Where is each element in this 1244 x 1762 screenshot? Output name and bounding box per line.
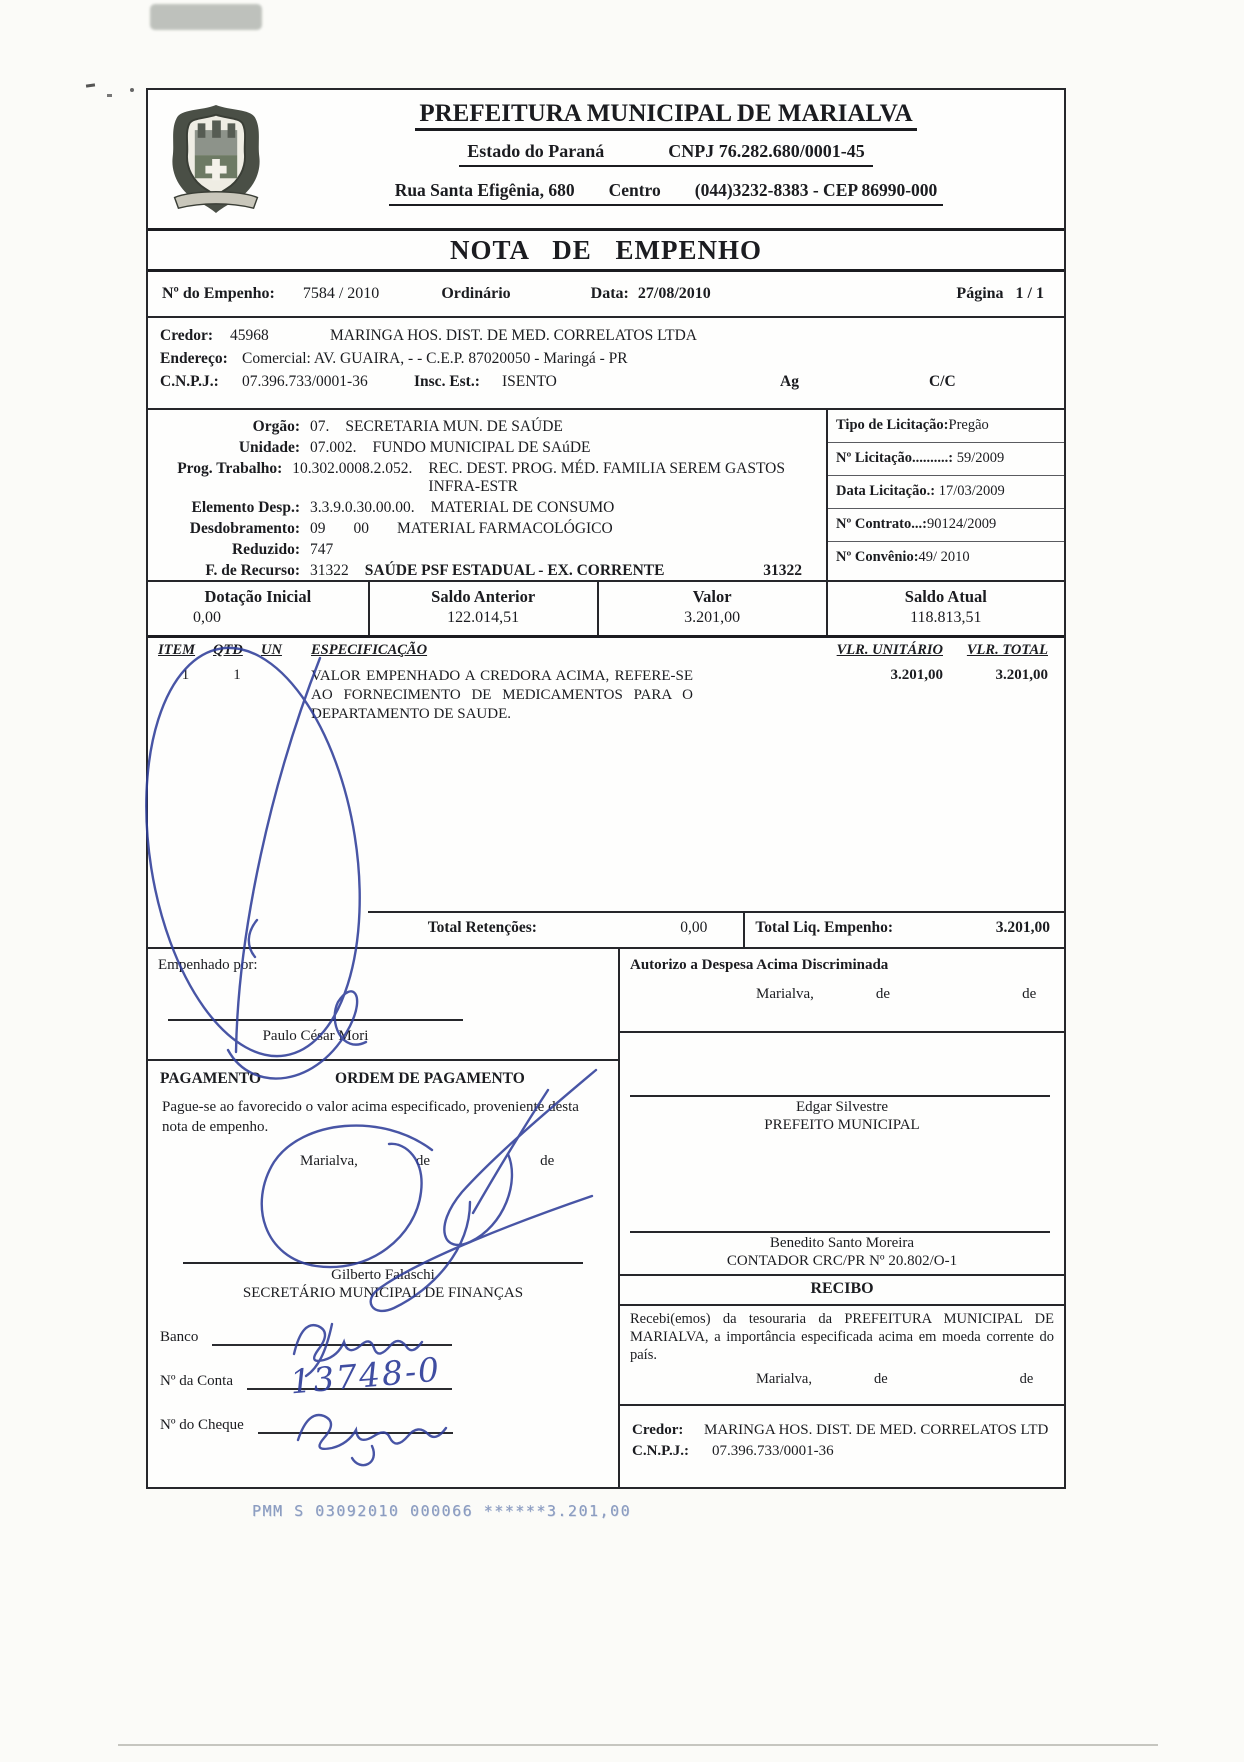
classification-row-unidade bbox=[148, 437, 826, 458]
bidding-type-row bbox=[828, 410, 1064, 443]
agency-label: Ag bbox=[780, 372, 799, 390]
bidding-number-row bbox=[828, 443, 1064, 476]
bidding-number-value: 59/2009 bbox=[956, 450, 1005, 466]
bidding-type-label: Tipo de Licitação: bbox=[836, 417, 949, 433]
empenho-type: Ordinário bbox=[441, 285, 511, 302]
receipt-body bbox=[620, 1306, 1064, 1406]
orgao-desc: SECRETARIA MUN. DE SAÚDE bbox=[345, 417, 563, 435]
classification-row-reduzido bbox=[148, 539, 826, 560]
retention-label: Total Retenções: bbox=[368, 911, 597, 947]
finance-secretary-title: SECRETÁRIO MUNICIPAL DE FINANÇAS bbox=[242, 1285, 524, 1301]
desdobramento-code2: 00 bbox=[353, 519, 369, 537]
value-label: Valor bbox=[692, 587, 732, 606]
payment-order-title: ORDEM DE PAGAMENTO bbox=[335, 1070, 525, 1087]
classification-row-elemento bbox=[148, 497, 826, 518]
orgao-code: 07. bbox=[310, 417, 330, 435]
check-field-row bbox=[148, 1417, 618, 1434]
agreement-number-value: 49/ 2010 bbox=[918, 549, 970, 565]
prog-trabalho-label: Prog. Trabalho: bbox=[177, 459, 283, 477]
creditor-name: MARINGA HOS. DIST. DE MED. CORRELATOS LTD bbox=[704, 1422, 1049, 1438]
header-text-block bbox=[276, 96, 1056, 222]
accountant-title: CONTADOR CRC/PR Nº 20.802/O-1 bbox=[726, 1253, 958, 1269]
mayor-name: Edgar Silvestre bbox=[795, 1099, 889, 1115]
bidding-info-box bbox=[826, 410, 1064, 580]
authorization-title: Autorizo a Despesa Acima Discriminada bbox=[630, 957, 889, 973]
state-label: Estado do Paraná bbox=[467, 141, 605, 161]
page-label: Página bbox=[956, 285, 1004, 302]
creditor-label: Credor: bbox=[160, 326, 214, 344]
left-signature-column bbox=[148, 949, 620, 1487]
committed-by-name: Paulo César Mori bbox=[262, 1028, 369, 1044]
document-title-band bbox=[148, 228, 1064, 272]
value-value: 3.201,00 bbox=[684, 609, 741, 626]
scan-mark bbox=[107, 94, 112, 97]
header-line-2 bbox=[459, 141, 873, 167]
city-date-line bbox=[148, 1153, 618, 1170]
account-number-label: Nº da Conta bbox=[160, 1373, 233, 1389]
signature-line bbox=[168, 1019, 463, 1021]
account-label: C/C bbox=[928, 372, 956, 390]
item-row bbox=[148, 659, 1064, 725]
of-label: de bbox=[1022, 986, 1037, 1002]
elemento-desc: MATERIAL DE CONSUMO bbox=[430, 498, 615, 516]
empenho-number-row bbox=[148, 272, 1064, 318]
insc-est-label: Insc. Est.: bbox=[414, 372, 480, 390]
cnpj-label: C.N.P.J.: bbox=[632, 1443, 689, 1459]
signature-line bbox=[630, 1095, 1050, 1097]
committed-by-box bbox=[148, 949, 618, 1061]
mayor-title: PREFEITO MUNICIPAL bbox=[764, 1117, 920, 1133]
agreement-number-label: Nº Convênio: bbox=[836, 549, 919, 565]
payment-title: PAGAMENTO bbox=[160, 1070, 262, 1087]
bank-fill-line bbox=[212, 1344, 452, 1346]
municipal-coat-of-arms-icon bbox=[156, 96, 276, 222]
nota-de-empenho-document bbox=[146, 88, 1066, 1489]
item-number: 1 bbox=[181, 667, 190, 683]
balances-row bbox=[148, 582, 1064, 638]
empenho-date-value: 27/08/2010 bbox=[637, 285, 711, 302]
scan-mark bbox=[130, 88, 134, 92]
scan-artifact-line bbox=[118, 1744, 1158, 1746]
creditor-cnpj-row bbox=[148, 370, 1064, 393]
elemento-code: 3.3.9.0.30.00.00. bbox=[310, 498, 415, 516]
signatures-area bbox=[148, 947, 1064, 1487]
item-total-price: 3.201,00 bbox=[995, 667, 1048, 683]
right-signature-column bbox=[620, 949, 1064, 1487]
creditor-code: 45968 bbox=[230, 326, 269, 344]
recurso-label: F. de Recurso: bbox=[205, 561, 300, 579]
net-total-label: Total Liq. Empenho: bbox=[743, 911, 926, 947]
empenho-number-value: 7584 / 2010 bbox=[302, 285, 380, 302]
bidding-number-label: Nº Licitação..........: bbox=[836, 450, 954, 466]
item-unit-price: 3.201,00 bbox=[890, 667, 943, 683]
org-name: PREFEITURA MUNICIPAL DE MARIALVA bbox=[415, 100, 916, 131]
empenho-number-label: Nº do Empenho: bbox=[162, 285, 275, 302]
orgao-label: Orgão: bbox=[252, 417, 300, 435]
unidade-code: 07.002. bbox=[310, 438, 357, 456]
recurso-desc: SAÚDE PSF ESTADUAL - EX. CORRENTE bbox=[364, 561, 665, 579]
document-header bbox=[148, 90, 1064, 228]
of-label: de bbox=[873, 1370, 888, 1387]
page-value: 1 / 1 bbox=[1015, 285, 1044, 302]
initial-allocation-label: Dotação Inicial bbox=[204, 587, 312, 606]
elemento-label: Elemento Desp.: bbox=[191, 498, 300, 516]
recurso-extra-code: 31322 bbox=[763, 561, 802, 579]
retention-value: 0,00 bbox=[597, 911, 744, 947]
current-balance-cell bbox=[828, 582, 1064, 635]
classification-main bbox=[148, 410, 826, 580]
receipt-title: RECIBO bbox=[620, 1276, 1064, 1306]
reduzido-code: 747 bbox=[310, 540, 334, 558]
desdobramento-label: Desdobramento: bbox=[189, 519, 300, 537]
bidding-date-value: 17/03/2009 bbox=[938, 483, 1005, 499]
desdobramento-code: 09 bbox=[310, 519, 326, 537]
contract-number-row bbox=[828, 509, 1064, 542]
net-total-value: 3.201,00 bbox=[927, 911, 1064, 947]
bidding-type-value: Pregão bbox=[948, 417, 989, 433]
prog-trabalho-code: 10.302.0008.2.052. bbox=[292, 459, 413, 477]
creditor-block bbox=[148, 318, 1064, 410]
reduzido-label: Reduzido: bbox=[231, 540, 300, 558]
address-label: Endereço: bbox=[160, 349, 228, 367]
city-label: Marialva, bbox=[756, 1370, 812, 1387]
retention-totals-row bbox=[148, 911, 1064, 947]
authorization-box bbox=[620, 949, 1064, 1033]
bidding-date-label: Data Licitação.: bbox=[836, 483, 936, 499]
of-label: de bbox=[1019, 1370, 1034, 1387]
desdobramento-desc: MATERIAL FARMACOLÓGICO bbox=[397, 519, 613, 537]
previous-balance-value: 122.014,51 bbox=[447, 609, 520, 626]
creditor-row bbox=[148, 324, 1064, 347]
payment-order-text: Pague-se ao favorecido o valor acima especificado, proveniente desta nota de empenho. bbox=[162, 1099, 579, 1135]
value-cell bbox=[599, 582, 828, 635]
empenho-date-label: Data: bbox=[590, 285, 629, 302]
cnpj-label: CNPJ 76.282.680/0001-45 bbox=[668, 141, 865, 161]
check-number-label: Nº do Cheque bbox=[160, 1417, 244, 1433]
retention-spacer bbox=[148, 911, 368, 947]
current-balance-value: 118.813,51 bbox=[910, 609, 982, 626]
street-address: Rua Santa Efigênia, 680 bbox=[394, 180, 575, 200]
unidade-desc: FUNDO MUNICIPAL DE SAúDE bbox=[372, 438, 591, 456]
city-label: Marialva, bbox=[300, 1153, 358, 1169]
budget-classification-block bbox=[148, 410, 1064, 582]
cnpj-value: 07.396.733/0001-36 bbox=[712, 1443, 834, 1459]
items-table-body bbox=[148, 659, 1064, 911]
receipt-creditor-box bbox=[620, 1406, 1064, 1487]
qty-col-header: QTD bbox=[213, 642, 243, 658]
accountant-name: Benedito Santo Moreira bbox=[769, 1235, 915, 1251]
city-label: Marialva, bbox=[756, 986, 814, 1002]
check-fill-line bbox=[258, 1432, 453, 1434]
contract-number-label: Nº Contrato...: bbox=[836, 516, 927, 532]
creditor-name: MARINGA HOS. DIST. DE MED. CORRELATOS LTDA bbox=[330, 326, 698, 344]
finance-secretary-name: Gilberto Falaschi bbox=[331, 1267, 435, 1283]
classification-row-orgao bbox=[148, 416, 826, 437]
creditor-address-row bbox=[148, 347, 1064, 370]
finance-secretary-signature-block bbox=[148, 1262, 618, 1302]
mayor-accountant-signature-box bbox=[620, 1033, 1064, 1276]
item-unit bbox=[261, 667, 311, 725]
phone-cep: (044)3232-8383 - CEP 86990-000 bbox=[694, 180, 938, 200]
initial-allocation-value: 0,00 bbox=[193, 609, 221, 626]
committed-by-label: Empenhado por: bbox=[158, 957, 258, 973]
initial-allocation-cell bbox=[148, 582, 370, 635]
classification-row-desdobramento bbox=[148, 518, 826, 539]
previous-balance-cell bbox=[370, 582, 599, 635]
payment-header bbox=[148, 1061, 618, 1088]
bank-field-row bbox=[148, 1329, 618, 1346]
agreement-number-row bbox=[828, 542, 1064, 575]
previous-balance-label: Saldo Anterior bbox=[431, 587, 536, 606]
current-balance-label: Saldo Atual bbox=[904, 587, 987, 606]
cnpj-label: C.N.P.J.: bbox=[160, 372, 219, 390]
bidding-date-row bbox=[828, 476, 1064, 509]
scan-mark bbox=[86, 83, 95, 87]
spec-col-header: ESPECIFICAÇÃO bbox=[311, 642, 428, 658]
receipt-text: Recebi(emos) da tesouraria da PREFEITURA MUNICIPAL DE MARIALVA, a importância especificada acima em moeda corrente do país. bbox=[630, 1311, 1054, 1363]
creditor-label: Credor: bbox=[632, 1422, 684, 1438]
classification-row-prog-trabalho bbox=[148, 458, 826, 497]
address-value: Comercial: AV. GUAIRA, - - C.E.P. 87020050 - Maringá - PR bbox=[242, 349, 628, 367]
contract-number-value: 90124/2009 bbox=[926, 516, 997, 532]
city-date-line bbox=[630, 986, 1054, 1003]
document-title: NOTA DE EMPENHO bbox=[449, 234, 763, 265]
item-qty: 1 bbox=[233, 667, 241, 683]
item-col-header: ITEM bbox=[158, 642, 196, 658]
prog-trabalho-desc: REC. DEST. PROG. MÉD. FAMILIA SEREM GASTOS INFRA-ESTR bbox=[428, 459, 785, 495]
cnpj-value: 07.396.733/0001-36 bbox=[242, 372, 368, 390]
of-label: de bbox=[540, 1153, 555, 1169]
signature-line bbox=[630, 1231, 1050, 1233]
of-label: de bbox=[875, 986, 891, 1002]
total-price-col-header: VLR. TOTAL bbox=[966, 642, 1048, 658]
insc-est-value: ISENTO bbox=[502, 372, 557, 390]
unit-price-col-header: VLR. UNITÁRIO bbox=[836, 642, 943, 658]
items-table-header bbox=[148, 638, 1064, 659]
item-description: VALOR EMPENHADO A CREDORA ACIMA, REFERE-SE AO FORNECIMENTO DE MEDICAMENTOS PARA O DEPARTAMENTO DE SAUDE. bbox=[311, 668, 693, 723]
unit-col-header: UN bbox=[261, 642, 282, 658]
of-label: de bbox=[415, 1153, 431, 1169]
signature-line bbox=[183, 1262, 583, 1264]
payment-box bbox=[148, 1061, 618, 1487]
city-date-line bbox=[630, 1371, 1054, 1388]
handwritten-account-number: 13748-0 bbox=[288, 1349, 443, 1402]
dot-matrix-stamp-line: PMM S 03092010 000066 ******3.201,00 bbox=[252, 1502, 632, 1520]
header-address-line bbox=[389, 180, 944, 206]
recurso-code: 31322 bbox=[310, 561, 349, 579]
district: Centro bbox=[608, 180, 661, 200]
bank-label: Banco bbox=[160, 1329, 199, 1345]
scan-artifact-blob bbox=[150, 4, 262, 30]
classification-row-recurso bbox=[148, 560, 826, 581]
unidade-label: Unidade: bbox=[238, 438, 300, 456]
